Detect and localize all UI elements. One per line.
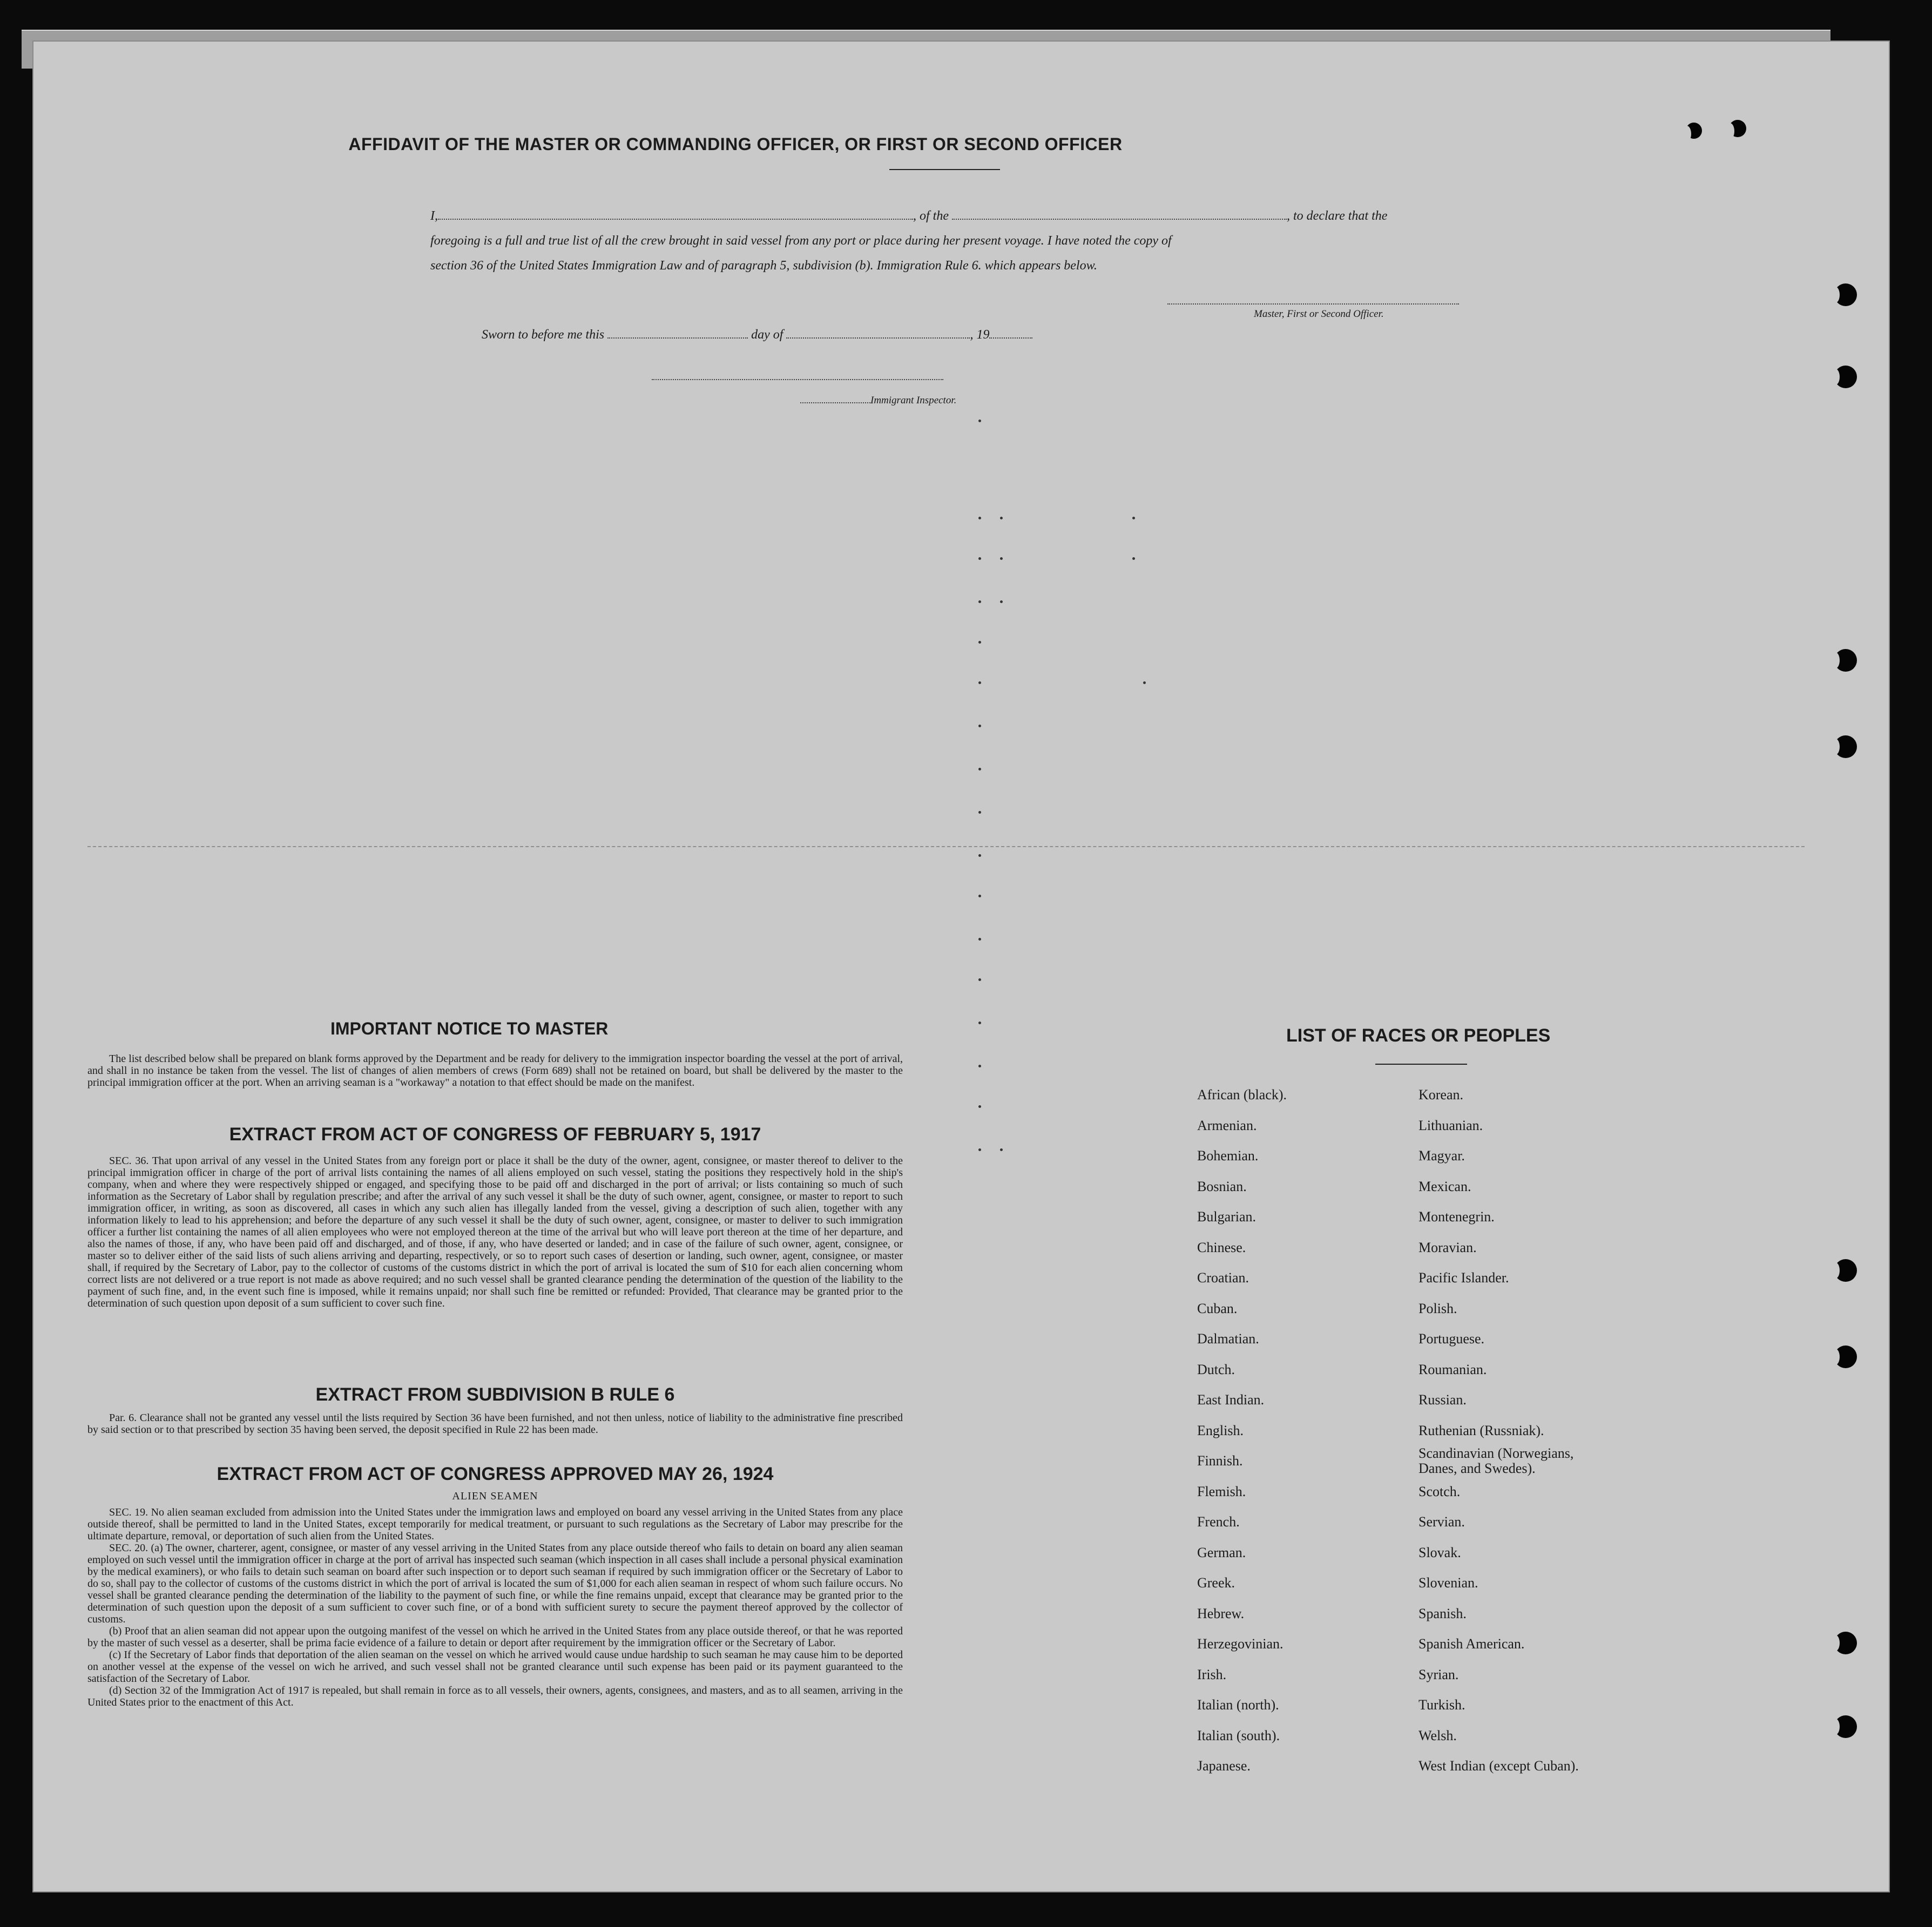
dot-mark [978, 811, 981, 814]
race-item: African (black). [1197, 1087, 1287, 1103]
race-item: Finnish. [1197, 1453, 1243, 1469]
extract-1917-body [87, 1155, 903, 1309]
race-item: Magyar. [1418, 1148, 1465, 1164]
race-item: Irish. [1197, 1666, 1227, 1682]
sworn-day-of-label: day of [751, 328, 783, 342]
dot-mark [1132, 557, 1135, 560]
race-item: Moravian. [1418, 1239, 1477, 1255]
race-item: Bohemian. [1197, 1148, 1259, 1164]
dot-mark [978, 557, 981, 560]
race-item: Lithuanian. [1418, 1117, 1483, 1133]
race-item: English. [1197, 1422, 1244, 1438]
binder-hole-icon [1834, 366, 1857, 388]
race-item: Spanish American. [1418, 1636, 1525, 1652]
race-item: Portuguese. [1418, 1331, 1485, 1347]
dot-mark [978, 641, 981, 644]
race-item: Roumanian. [1418, 1361, 1487, 1377]
section-19-text: SEC. 19. No alien seaman excluded from admission into the United States under the immigration laws and employed on board any vessel arriving in the United States from any place outside thereof, shall be permitted to land in the United States, except temporarily for medical treatment, or pursuant to such regulations as the Secretary of Labor may prescribe for the ultimate departure, removal, or deportation of such alien from the United States. [87, 1506, 903, 1542]
section-20a-text: SEC. 20. (a) The owner, charterer, agent, consignee, or master of any vessel arriving in the United States from any place outside thereof who fails to detain on board any alien seaman employed on such vessel until the immigration officer in charge at the port of arrival has inspected such seaman (which inspection in all cases shall include a personal physical examination by the medical examiners), or who fails to detain such seaman on board after such inspection or to deport such seaman if required by such immigration officer or the Secretary of Labor to do so, shall pay to the collector of customs of the customs district in which the port of arrival is located the sum of $1,000 for each alien seaman in respect of whom such failure occurs. No vessel shall be granted clearance pending the determination of the liability to the payment of such fine, or while the fine remains unpaid, except that clearance may be granted prior to the determination of such question upon the deposit of a sum sufficient to cover such fine, or of a bond with sufficient surety to secure the payment thereof approved by the collector of customs. [87, 1542, 903, 1625]
dot-mark [1000, 600, 1003, 603]
dot-mark [978, 725, 981, 727]
race-item: Slovenian. [1418, 1575, 1478, 1591]
affidavit-declare-label: , to declare that the [1287, 209, 1388, 223]
race-item: Polish. [1418, 1300, 1457, 1316]
race-item: Spanish. [1418, 1605, 1467, 1621]
binder-hole-icon [1834, 649, 1857, 672]
race-item: Bosnian. [1197, 1178, 1247, 1194]
race-item: French. [1197, 1514, 1240, 1530]
dot-mark [978, 854, 981, 857]
faint-fold-line [87, 846, 1805, 847]
race-item: Japanese. [1197, 1758, 1251, 1774]
notice-text: The list described below shall be prepared on blank forms approved by the Department and be ready for delivery to the immigration inspector boarding the vessel at the port of arrival, and shall in no instance be taken from the vessel. The list of changes of alien members of crews (Form 689) shall not be retained on board, but shall be delivered by the master to the principal immigration officer at the port. When an arriving seaman is a "workaway" a notation to that effect should be made on the manifest. [87, 1053, 903, 1088]
notice-title: IMPORTANT NOTICE TO MASTER [330, 1019, 609, 1038]
affidavit-title: AFFIDAVIT OF THE MASTER OR COMMANDING OFFICER, OR FIRST OR SECOND OFFICER [348, 134, 1123, 154]
dot-mark [978, 978, 981, 981]
dot-mark [978, 600, 981, 603]
dot-mark [978, 1065, 981, 1067]
inspector-label: Immigrant Inspector. [870, 395, 957, 406]
dot-mark [978, 1105, 981, 1108]
signature-caption: Master, First or Second Officer. [1254, 308, 1384, 320]
binder-hole-icon [1834, 1259, 1857, 1282]
race-item: Hebrew. [1197, 1605, 1245, 1621]
race-item: Turkish. [1418, 1697, 1465, 1713]
dot-mark [978, 768, 981, 770]
race-item: Russian. [1418, 1392, 1467, 1408]
extract-1917-title: EXTRACT FROM ACT OF CONGRESS OF FEBRUARY 5, 1917 [229, 1124, 761, 1145]
race-item: Scandinavian (Norwegians, Danes, and Swedes). [1418, 1445, 1574, 1476]
race-item: Bulgarian. [1197, 1209, 1257, 1225]
race-item: Flemish. [1197, 1483, 1246, 1499]
race-item: Herzegovinian. [1197, 1636, 1284, 1652]
dot-mark [978, 1148, 981, 1151]
section-36-text: SEC. 36. That upon arrival of any vessel in the United States from any foreign port or place it shall be the duty of the owner, agent, consignee, or master thereof to deliver to the principal immigration officer in charge of the port of arrival lists containing the names of all aliens employed on such vessel, stating the positions they respectively hold in the ship's company, when and where they were respectively shipped or engaged, and specifying those to be paid off and discharged in the port of arrival; or lists containing so much of such information as the Secretary of Labor shall by regulation prescribe; and after the arrival of any such vessel it shall be the duty of such owner, agent, consignee, or master to report to such immigration officer, in writing, as soon as discovered, all cases in which any such alien has illegally landed from the vessel, giving a description of such alien, together with any information likely to lead to his apprehension; and before the departure of any such vessel it shall be the duty of such owner, agent, consignee, or master to deliver to such immigration officer a further list containing the names of all alien employees who were not employed thereon at the time of the arrival but who will leave port thereon at the time of her departure, and also the names of those, if any, who have been paid off and discharged, and of those, if any, who have deserted or landed; and in case of the failure of such owner, agent, consignee, or master so to deliver either of the said lists of such aliens arriving and departing, respectively, or so to report such cases of desertion or landing, such owner, agent, consignee, or master shall, if required by the Secretary of Labor, pay to the collector of customs of the customs district in which the port of arrival is located the sum of $10 for each alien concerning whom correct lists are not delivered or a true report is not made as above required; and no such vessel shall be granted clearance pending the determination of the question of the liability to the payment of such fine, and, in the event such fine is imposed, while it remains unpaid; nor shall such fine be remitted or refunded: Provided, That clearance may be granted prior to the determination of such question upon deposit of a sum sufficient to cover such fine. [87, 1155, 903, 1309]
affidavit-line-3: section 36 of the United States Immigration Law and of paragraph 5, subdivision (b). Immigration Rule 6. which appears below. [430, 259, 1097, 273]
affidavit-of-label: , of the [913, 209, 949, 223]
races-title: LIST OF RACES OR PEOPLES [1286, 1025, 1551, 1046]
dot-mark [978, 938, 981, 941]
affidavit-line-2: foregoing is a full and true list of all the crew brought in said vessel from any port or place during her present voyage. I have noted the copy of [430, 234, 1172, 248]
vessel-name-field[interactable] [952, 219, 1287, 220]
race-item: Mexican. [1418, 1178, 1471, 1194]
race-item: Syrian. [1418, 1666, 1459, 1682]
dot-mark [978, 420, 981, 422]
extract-rule6-title: EXTRACT FROM SUBDIVISION B RULE 6 [315, 1384, 675, 1405]
race-item: Armenian. [1197, 1117, 1257, 1133]
race-item: Greek. [1197, 1575, 1235, 1591]
section-20b-text: (b) Proof that an alien seaman did not appear upon the outgoing manifest of the vessel on which he arrived in the United States from any place outside thereof, or that he was reported by the master of such vessel as a deserter, shall be prima facie evidence of a failure to detain or deport after requirement by the immigration officer or the Secretary of Labor. [87, 1625, 903, 1649]
race-item: Dalmatian. [1197, 1331, 1259, 1347]
punch-mark-icon [1686, 123, 1702, 139]
race-item: Italian (north). [1197, 1697, 1279, 1713]
race-item: Slovak. [1418, 1544, 1461, 1560]
binder-hole-icon [1834, 735, 1857, 758]
officer-signature-field[interactable] [1167, 303, 1459, 305]
dot-mark [978, 517, 981, 519]
races-right-column [1418, 1080, 1602, 1782]
dot-mark [1000, 1148, 1003, 1151]
sworn-month-field[interactable] [786, 337, 970, 339]
dot-mark [1143, 681, 1146, 684]
race-item: Croatian. [1197, 1270, 1249, 1286]
race-item: Korean. [1418, 1087, 1464, 1103]
dot-mark [1132, 517, 1135, 519]
binder-hole-icon [1834, 1632, 1857, 1654]
section-20c-text: (c) If the Secretary of Labor finds that deportation of the alien seaman on the vessel on which he arrived would cause undue hardship to such seaman he may cause him to be deported on another vessel at the expense of the vessel on wich he arrived, and such vessel shall not be granted clearance until such expense has been paid or its payment guaranteed to the satisfaction of the Secretary of Labor. [87, 1649, 903, 1685]
race-item: Scotch. [1418, 1483, 1461, 1499]
race-item: West Indian (except Cuban). [1418, 1758, 1579, 1774]
section-20d-text: (d) Section 32 of the Immigration Act of 1917 is repealed, but shall remain in force as to all vessels, their owners, agents, consignees, and masters, and as to all seamen, arriving in the United States prior to the enactment of this Act. [87, 1685, 903, 1708]
alien-seamen-subtitle: ALIEN SEAMEN [452, 1490, 538, 1502]
master-name-field[interactable] [438, 219, 913, 220]
races-list [1197, 1080, 1737, 1793]
race-item: German. [1197, 1544, 1246, 1560]
binder-hole-icon [1834, 1715, 1857, 1738]
dot-mark [1000, 517, 1003, 519]
race-item: Cuban. [1197, 1300, 1238, 1316]
inspector-caption [800, 393, 956, 409]
race-item: Welsh. [1418, 1727, 1457, 1743]
notice-body [87, 1053, 903, 1088]
race-item: Ruthenian (Russniak). [1418, 1422, 1544, 1438]
race-item: Chinese. [1197, 1239, 1246, 1255]
binder-hole-icon [1834, 283, 1857, 306]
form-page [32, 40, 1890, 1892]
title-rule [889, 169, 1000, 170]
sworn-line [482, 322, 1032, 347]
dot-mark [1000, 557, 1003, 560]
sworn-label: Sworn to before me this [482, 328, 605, 342]
extract-rule6-body [87, 1412, 903, 1436]
sworn-year-label: , 19 [970, 328, 990, 342]
races-left-column [1197, 1080, 1287, 1782]
rule6-text: Par. 6. Clearance shall not be granted any vessel until the lists required by Section 36 have been furnished, and not then unless, notice of liability to the administrative fine prescribed by said section or to that prescribed by section 35 having been served, the deposit specified in Rule 22 has been made. [87, 1412, 903, 1436]
affidavit-i-label: I, [430, 209, 438, 223]
inspector-dots [800, 402, 870, 403]
inspector-signature-field[interactable] [652, 379, 943, 380]
race-item: Pacific Islander. [1418, 1270, 1509, 1286]
race-item: Servian. [1418, 1514, 1465, 1530]
dot-mark [978, 1022, 981, 1024]
sworn-year-field[interactable] [989, 337, 1032, 339]
race-item: Italian (south). [1197, 1727, 1280, 1743]
dot-mark [978, 681, 981, 684]
punch-mark-icon [1729, 120, 1746, 137]
binder-hole-icon [1834, 1345, 1857, 1368]
race-item: Dutch. [1197, 1361, 1235, 1377]
race-item: East Indian. [1197, 1392, 1265, 1408]
sworn-day-field[interactable] [607, 337, 748, 339]
races-title-rule [1375, 1064, 1467, 1065]
race-item: Montenegrin. [1418, 1209, 1495, 1225]
extract-1924-body [87, 1506, 903, 1708]
affidavit-statement [430, 204, 1497, 278]
extract-1924-title: EXTRACT FROM ACT OF CONGRESS APPROVED MAY 26, 1924 [217, 1464, 774, 1484]
dot-mark [978, 895, 981, 897]
